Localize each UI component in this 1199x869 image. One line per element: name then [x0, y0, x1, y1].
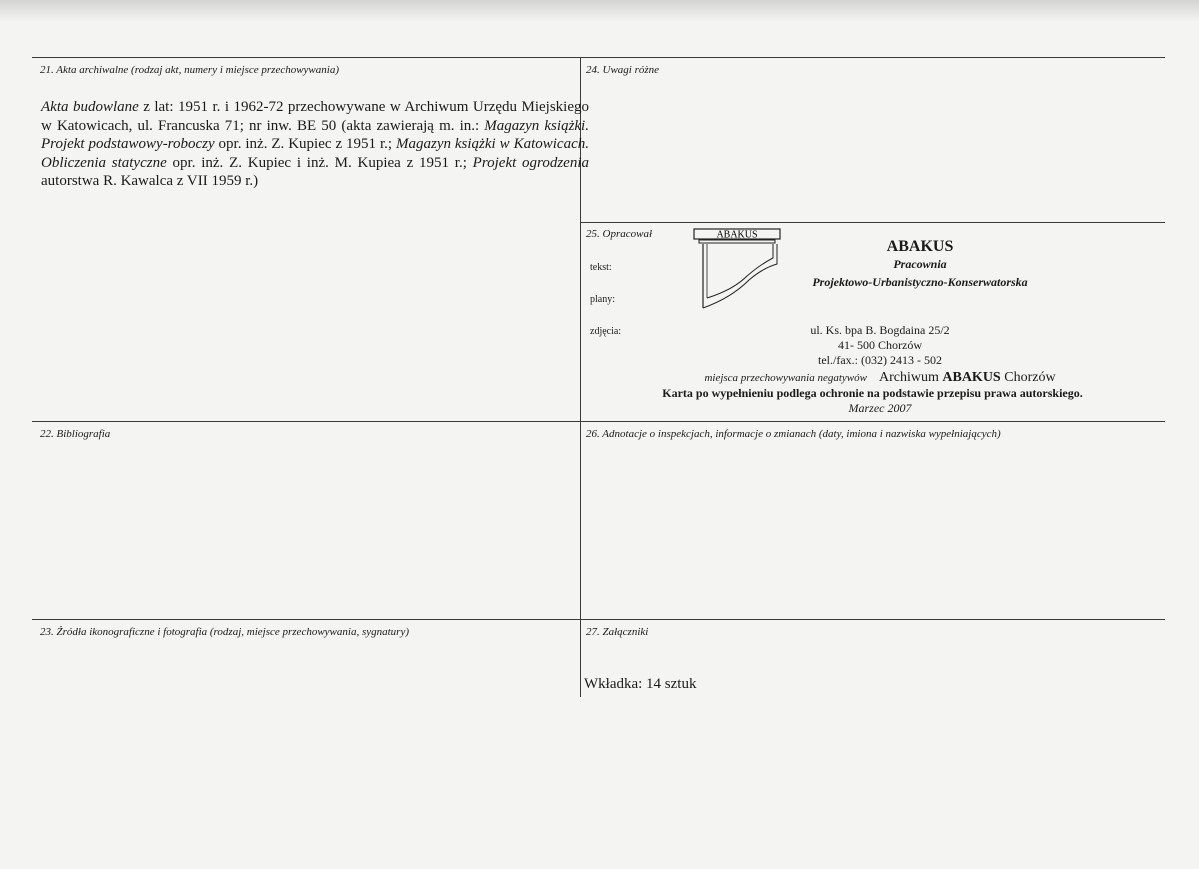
- company-name: ABAKUS: [886, 238, 954, 255]
- section-21-text: [41, 98, 589, 191]
- address-street: ul. Ks. bpa B. Bogdaina 25/2: [810, 323, 950, 337]
- tekst-label: tekst:: [590, 262, 612, 273]
- negatives-bold: ABAKUS: [942, 370, 1001, 385]
- section-27-label: 27. Załączniki: [586, 626, 649, 638]
- address-phone: tel./fax.: (032) 2413 - 502: [818, 353, 942, 367]
- copyright-note: Karta po wypełnieniu podlega ochronie na podstawie przepisu prawa autorskiego.: [662, 386, 1083, 400]
- section-21-run: opr. inż. Z. Kupiec z 1951 r.;: [214, 136, 396, 152]
- section-21-run: z lat: 1951 r. i 1962-72 przechowywane w Archiwum Urzędu Miejskiego w Katowicach, ul. Francuska 71; nr inw. BE 50 (akta zawierają m. in.:: [41, 99, 589, 134]
- section-21-run: Magazyn książki. Projekt podstawowy-roboczy: [41, 117, 589, 152]
- section-21-run: opr. inż. Z. Kupiec i inż. M. Kupiea z 1951 r.;: [166, 154, 473, 171]
- negatives-value: Archiwum: [878, 370, 943, 385]
- section-21-run: autorstwa R. Kawalca z VII 1959 r.): [41, 173, 259, 189]
- abakus-logo-icon: [693, 228, 785, 310]
- company-line-2: Projektowo-Urbanistyczno-Konserwatorska: [812, 275, 1028, 289]
- zdjecia-label: zdjęcia:: [590, 326, 622, 337]
- section-26-label: 26. Adnotacje o inspekcjach, informacje o zmianach (daty, imiona i nazwiska wypełniających): [586, 428, 1001, 440]
- negatives-line: [600, 368, 1160, 386]
- negatives-city: Chorzów: [1000, 370, 1056, 385]
- section-21-run: Magazyn książki w Katowicach. Obliczenia statyczne: [41, 136, 589, 171]
- section-21-run: Projekt ogrodzenia: [472, 154, 589, 171]
- logo-text: ABAKUS: [716, 229, 758, 241]
- section-25-label: 25. Opracował: [586, 228, 652, 240]
- rule-row2: [32, 421, 1165, 422]
- section-22-label: 22. Bibliografia: [40, 428, 111, 440]
- section-24-label: 24. Uwagi różne: [586, 64, 660, 76]
- section-21-label: 21. Akta archiwalne (rodzaj akt, numery i miejsce przechowywania): [40, 64, 339, 76]
- plany-label: plany:: [590, 294, 615, 305]
- attachment-count: Wkładka: 14 sztuk: [584, 676, 697, 692]
- scan-shadow: [0, 0, 1199, 22]
- section-23-label: 23. Źródła ikonograficzne i fotografia (rodzaj, miejsce przechowywania, sygnatury): [40, 626, 409, 638]
- section-21-run: Akta budowlane: [41, 99, 139, 115]
- negatives-label: miejsca przechowywania negatywów: [704, 372, 867, 384]
- rule-row3: [32, 619, 1165, 620]
- rule-right-mid: [580, 222, 1165, 223]
- company-line-1: Pracownia: [893, 257, 947, 271]
- rule-top: [32, 57, 1165, 58]
- address-city: 41- 500 Chorzów: [838, 338, 922, 352]
- date: Marzec 2007: [848, 401, 912, 415]
